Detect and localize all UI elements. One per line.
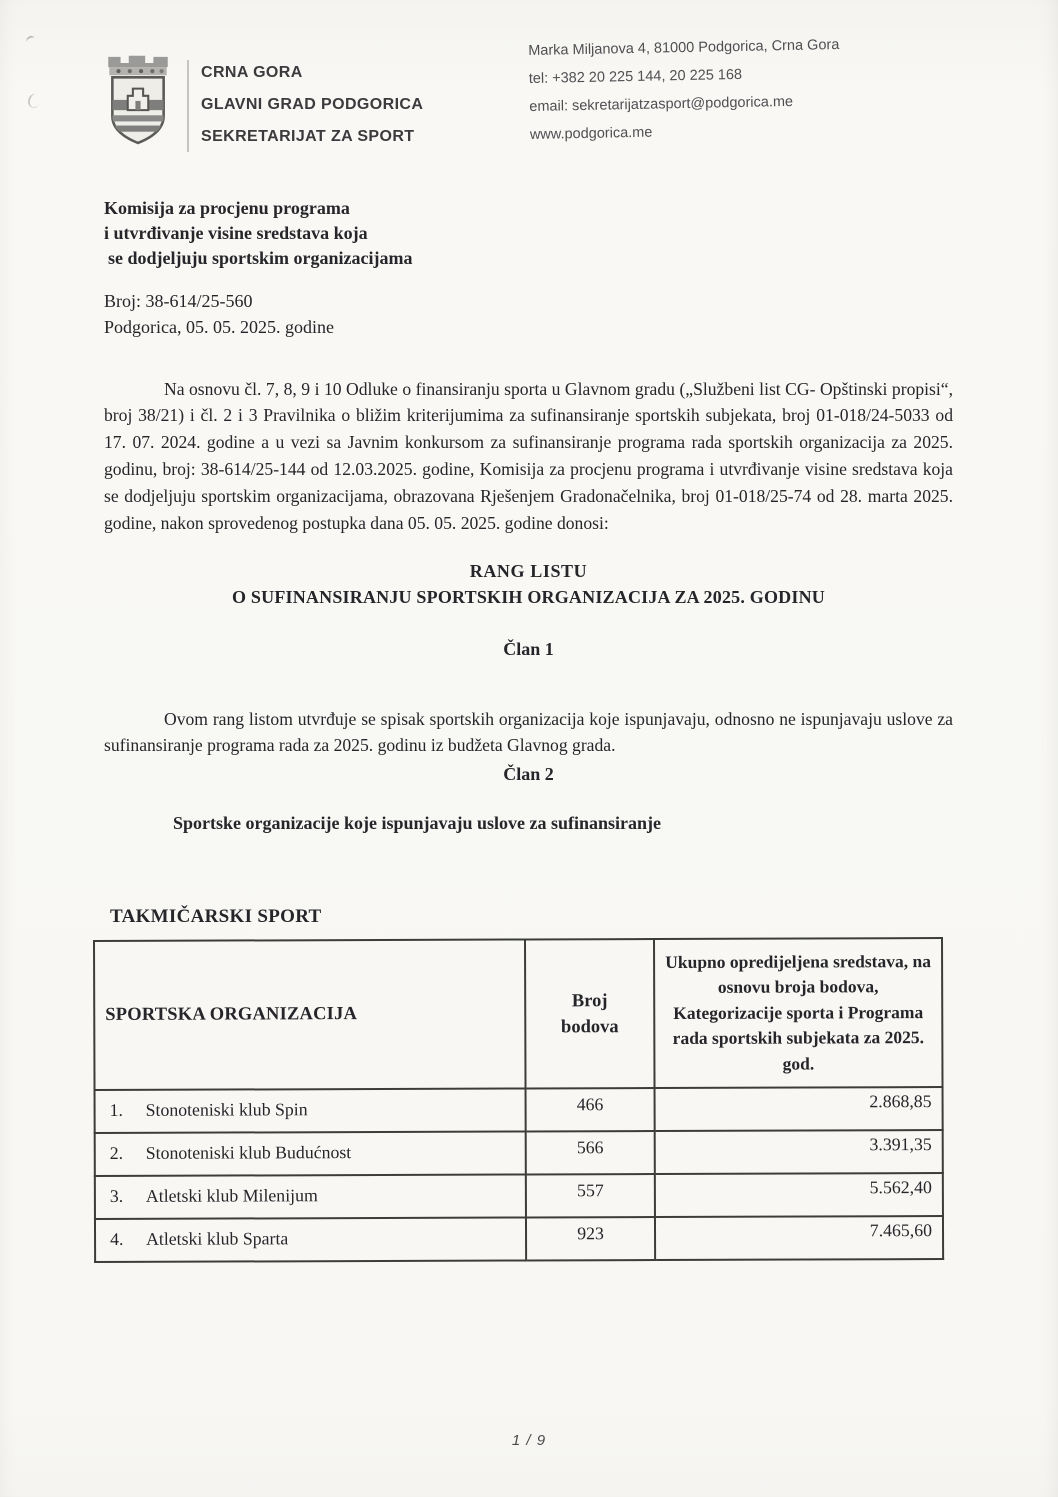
ranking-title: RANG LISTU (469, 561, 588, 581)
amount-value: 2.868,85 (655, 1087, 943, 1131)
ranking-subtitle: O SUFINANSIRANJU SPORTSKIH ORGANIZACIJA ZA 2025. GODINU (232, 587, 825, 607)
letterhead-country: CRNA GORA (201, 64, 303, 81)
table-header-organization: SPORTSKA ORGANIZACIJA (94, 939, 526, 1090)
letterhead-identity (201, 64, 423, 146)
article-2-subheading: Sportske organizacije koje ispunjavaju uslove za sufinansiranje (173, 813, 662, 833)
amount-value: 7.465,60 (655, 1216, 943, 1260)
scan-artifact (26, 93, 41, 109)
organization-name: Stonoteniski klub Spin (145, 1099, 308, 1120)
commission-title-line2: i utvrđivanje visine sredstava koja (104, 223, 368, 243)
points-value: 566 (526, 1131, 655, 1174)
organizations-table (93, 937, 944, 1263)
organization-cell (95, 1088, 526, 1133)
amount-value: 5.562,40 (655, 1173, 943, 1217)
row-number: 4. (110, 1228, 124, 1249)
organization-name: Atletski klub Milenijum (145, 1185, 318, 1206)
letterhead-website: www.podgorica.me (529, 124, 653, 143)
podgorica-coat-of-arms-icon (98, 52, 178, 156)
article-1-heading: Član 1 (503, 639, 554, 659)
table-header-funds: Ukupno opredijeljena sredstava, na osnovu broja bodova, Kategorizacije sporta i Programa rada sportskih subjekata za 2025. god. (654, 938, 943, 1088)
document-meta (104, 288, 334, 340)
organization-cell (95, 1174, 526, 1219)
points-value: 557 (526, 1174, 655, 1217)
letterhead-email: email: sekretarijatzasport@podgorica.me (529, 93, 794, 115)
amount-value: 3.391,35 (655, 1130, 943, 1174)
intro-paragraph: Na osnovu čl. 7, 8, 9 i 10 Odluke o finansiranju sporta u Glavnom gradu („Službeni list CG- Opštinski propisi“, broj 38/21) i čl. 2 i 3 Pravilnika o bližim kriterijumima za sufinansiranje sportskih subjekata, broj 01-018/24-5033 od 17. 07. 2024. godine a u vezi sa Javnim konkursom za sufinansiranje programa rada sportskih organizacija za 2025. godinu, broj: 38-614/25-144 od 12.03.2025. godine, Komisija za procjenu programa i utvrđivanje visine sredstava koja se dodjeljuju sportskim organizacijama, obrazovana Rješenjem Gradonačelnika, broj 01-018/25-74 od 28. marta 2025. godine, nakon sprovedenog postupka dana 05. 05. 2025. godine donosi: (104, 378, 953, 533)
page-number: 1 / 9 (511, 1432, 547, 1449)
document-place-date: Podgorica, 05. 05. 2025. godine (104, 317, 334, 337)
organization-name: Atletski klub Sparta (146, 1228, 289, 1249)
commission-title (104, 196, 413, 271)
points-value: 923 (526, 1217, 655, 1260)
table-row (95, 1130, 943, 1176)
organization-cell (95, 1217, 526, 1262)
letterhead-phone: tel: +382 20 225 144, 20 225 168 (528, 66, 743, 87)
row-number: 1. (109, 1099, 123, 1120)
document-number: Broj: 38-614/25-560 (104, 291, 253, 311)
table-row (95, 1173, 943, 1219)
article-1-paragraph: Ovom rang listom utvrđuje se spisak sportskih organizacija koje ispunjavaju, odnosno ne ispunjavaju uslove za sufinansiranje programa rada za 2025. godinu iz budžeta Glavnog grada. (104, 708, 953, 756)
letterhead-city: GLAVNI GRAD PODGORICA (201, 96, 424, 113)
letterhead-department: SEKRETARIJAT ZA SPORT (201, 128, 415, 145)
letterhead-divider (187, 60, 189, 152)
table-row (95, 1087, 943, 1133)
table-section-title: TAKMIČARSKI SPORT (110, 906, 322, 927)
article-2-heading: Član 2 (503, 764, 554, 784)
commission-title-line3: se dodjeljuju sportskim organizacijama (108, 248, 413, 268)
row-number: 3. (109, 1185, 124, 1206)
table-row (95, 1216, 943, 1262)
organization-name: Stonoteniski klub Budućnost (145, 1142, 352, 1163)
organization-cell (95, 1131, 526, 1176)
scan-artifact (25, 35, 36, 46)
row-number: 2. (109, 1142, 124, 1163)
commission-title-line1: Komisija za procjenu programa (104, 198, 350, 218)
letterhead-address: Marka Miljanova 4, 81000 Podgorica, Crna Gora (528, 37, 840, 59)
letterhead-contact (528, 31, 841, 149)
table-header-points: Broj bodova (525, 939, 655, 1088)
points-value: 466 (526, 1088, 655, 1131)
